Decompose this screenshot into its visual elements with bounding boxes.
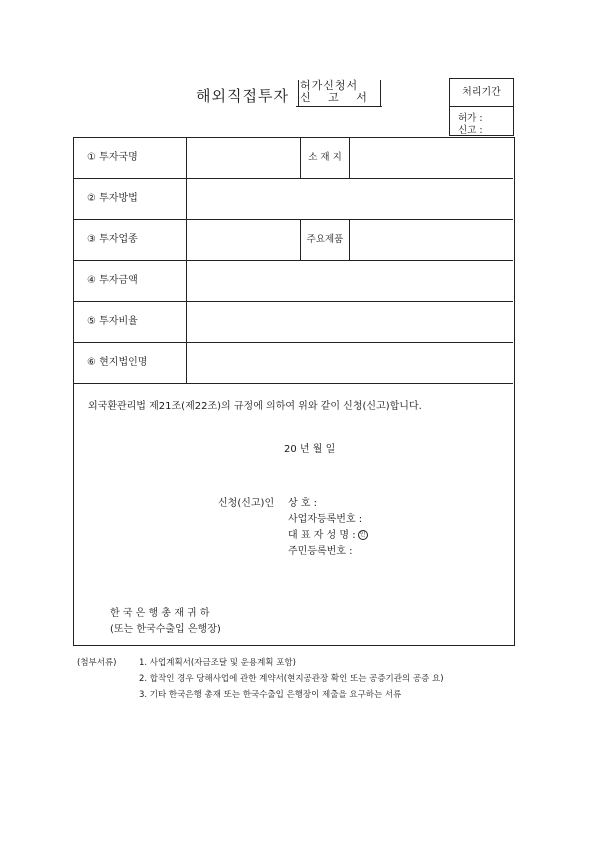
resident-number-label: 주민등록번호 : [288, 546, 353, 557]
row-investment-method [74, 179, 513, 220]
title-bracket-left [298, 80, 299, 106]
declaration-text: 외국환관리법 제21조(제22조)의 규정에 의하여 위와 같이 신청(신고)합니다. [88, 401, 422, 412]
row-investment-amount [74, 261, 513, 302]
form-subtitle [300, 80, 374, 104]
attachment-item-2: 2. 합작인 경우 당해사업에 관한 계약서(현지공관장 확인 또는 공증기관의 공증 요) [139, 674, 444, 684]
company-name-label: 상 호 : [288, 498, 318, 509]
seal-icon: 인 [358, 530, 368, 540]
label-investment-industry: ③ 투자업종 [74, 220, 187, 260]
row-investment-industry [74, 220, 513, 261]
processing-period-label: 처리기간 [450, 79, 513, 107]
processing-period-box [449, 78, 514, 136]
applicant-role: 신청(신고)인 [218, 498, 275, 509]
subtitle-permit: 허가신청서 [300, 79, 359, 92]
addressee-line2: (또는 한국수출입 은행장) [110, 624, 221, 635]
title-bracket-right [380, 80, 381, 106]
label-location: 소 재 지 [300, 138, 350, 178]
label-investment-country: ① 투자국명 [74, 138, 187, 178]
title-underline [296, 106, 382, 107]
application-form [73, 137, 515, 646]
label-investment-ratio: ⑤ 투자비율 [74, 302, 187, 342]
date-line: 20 년 월 일 [284, 444, 336, 455]
processing-report: 신고 : [458, 125, 483, 136]
row-investment-country [74, 138, 513, 179]
attachments-label: (첨부서류) [77, 658, 117, 668]
subtitle-report: 신 고 서 [300, 91, 374, 104]
processing-permit: 허가 : [458, 113, 483, 124]
attachment-item-1: 1. 사업계획서(자금조달 및 운용계획 포함) [139, 658, 296, 668]
biz-number-label: 사업자등록번호 : [288, 514, 363, 525]
representative-text: 대 표 자 성 명 : [288, 530, 356, 541]
representative-label [288, 526, 368, 541]
row-investment-ratio [74, 302, 513, 343]
attachment-item-3: 3. 기타 한국은행 총재 또는 한국수출입 은행장이 제출을 요구하는 서류 [139, 690, 402, 700]
row-local-corp-name [74, 343, 513, 384]
addressee-line1: 한 국 은 행 총 재 귀 하 [110, 608, 210, 619]
label-investment-method: ② 투자방법 [74, 179, 187, 219]
form-title: 해외직접투자 [196, 87, 289, 105]
label-local-corp-name: ⑥ 현지법인명 [74, 343, 187, 383]
label-main-products: 주요제품 [300, 220, 350, 260]
label-investment-amount: ④ 투자금액 [74, 261, 187, 301]
